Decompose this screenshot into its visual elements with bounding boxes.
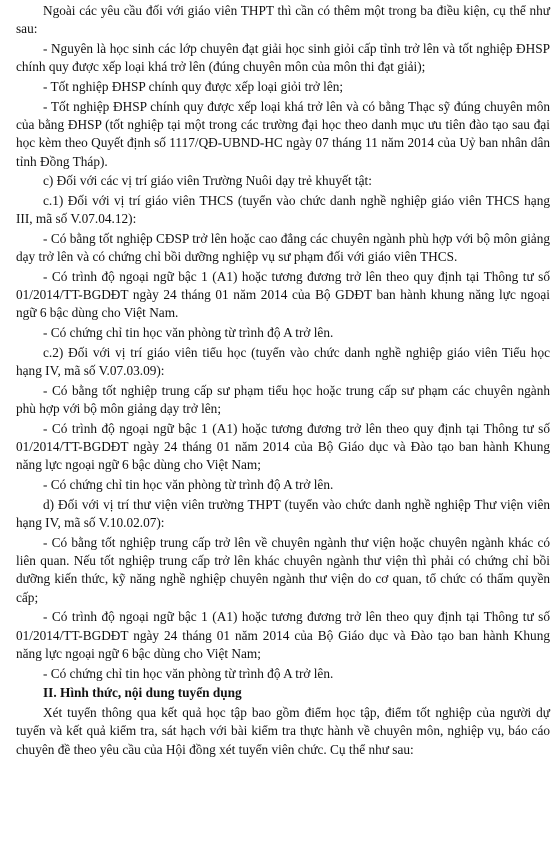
paragraph: c.1) Đối với vị trí giáo viên THCS (tuyển vào chức danh nghề nghiệp giáo viên THCS hạng III, mã số V.07.04.12): (16, 192, 550, 227)
paragraph: c) Đối với các vị trí giáo viên Trường Nuôi dạy trẻ khuyết tật: (43, 173, 372, 189)
paragraph: - Có chứng chỉ tin học văn phòng từ trình độ A trở lên. (43, 325, 334, 341)
paragraph: d) Đối với vị trí thư viện viên trường THPT (tuyển vào chức danh nghề nghiệp Thư viện viên hạng IV, mã số V.10.02.07): (16, 496, 550, 531)
paragraph: Xét tuyển thông qua kết quả học tập bao gồm điểm học tập, điểm tốt nghiệp của người dự tuyển và kết quả kiểm tra, sát hạch với bài kiểm tra thực hành về chuyên môn, nghiệp vụ, báo cáo chuyên đề theo yêu cầu của Hội đồng xét tuyển viên chức. Cụ thể như sau: (16, 705, 550, 757)
paragraph: - Có trình độ ngoại ngữ bậc 1 (A1) hoặc tương đương trở lên theo quy định tại Thông tư số 01/2014/TT-BGDĐT ngày 24 tháng 01 năm 2014 của Bộ GDĐT ban hành khung năng lực ngoại ngữ 6 bậc dùng cho Việt Nam. (16, 268, 550, 321)
paragraph: - Nguyên là học sinh các lớp chuyên đạt giải học sinh giỏi cấp tỉnh trở lên và tốt nghiệp ĐHSP chính quy được xếp loại khá trở lên (đúng chuyên môn của môn thi đạt giải); (16, 40, 550, 75)
paragraph: Ngoài các yêu cầu đối với giáo viên THPT thì cần có thêm một trong ba điều kiện, cụ thể như sau: (16, 3, 550, 37)
paragraph: - Có bằng tốt nghiệp trung cấp sư phạm tiểu học hoặc trung cấp sư phạm các chuyên ngành phù hợp với bộ môn giảng dạy trở lên; (16, 382, 550, 417)
section-heading: II. Hình thức, nội dung tuyển dụng (43, 685, 242, 701)
paragraph: - Tốt nghiệp ĐHSP chính quy được xếp loại khá trở lên và có bằng Thạc sỹ đúng chuyên môn của bằng ĐHSP (tốt nghiệp tại một trong các trường đại học theo danh mục ưu tiên đào tạo sau đại học kèm theo Quyết định số 1117/QĐ-UBND-HC ngày 07 tháng 11 năm 2014 của Uỷ ban nhân dân tỉnh Đồng Tháp). (16, 98, 550, 169)
paragraph: - Có trình độ ngoại ngữ bậc 1 (A1) hoặc tương đương trở lên theo quy định tại Thông tư số 01/2014/TT-BGDĐT ngày 24 tháng 01 năm 2014 của Bộ Giáo dục và Đào tạo ban hành Khung năng lực ngoại ngữ 6 bậc dùng cho Việt Nam; (16, 420, 550, 473)
paragraph: c.2) Đối với vị trí giáo viên tiểu học (tuyển vào chức danh nghề nghiệp giáo viên Tiểu học hạng IV, mã số V.07.03.09): (16, 344, 550, 379)
paragraph: - Có bằng tốt nghiệp trung cấp trở lên về chuyên ngành thư viện hoặc chuyên ngành khác có liên quan. Nếu tốt nghiệp trung cấp trở lên khác chuyên ngành thư viện thì phải có chứng chỉ bồi dưỡng kiến thức, kỹ năng nghề nghiệp chuyên ngành thư viện do cơ quan, tổ chức có thẩm quyền cấp; (16, 534, 550, 605)
paragraph: - Có bằng tốt nghiệp CĐSP trở lên hoặc cao đẳng các chuyên ngành phù hợp với bộ môn giảng dạy trở lên và có chứng chỉ bồi dưỡng nghiệp vụ sư phạm đối với giáo viên THCS. (16, 230, 550, 265)
paragraph: - Tốt nghiệp ĐHSP chính quy được xếp loại giỏi trở lên; (43, 78, 344, 94)
paragraph: - Có chứng chỉ tin học văn phòng từ trình độ A trở lên. (43, 477, 334, 493)
paragraph: - Có trình độ ngoại ngữ bậc 1 (A1) hoặc tương đương trở lên theo quy định tại Thông tư số 01/2014/TT-BGDĐT ngày 24 tháng 01 năm 2014 của Bộ Giáo dục và Đào tạo ban hành Khung năng lực ngoại ngữ 6 bậc dùng cho Việt Nam; (16, 609, 550, 661)
paragraph: - Có chứng chỉ tin học văn phòng từ trình độ A trở lên. (43, 665, 334, 681)
